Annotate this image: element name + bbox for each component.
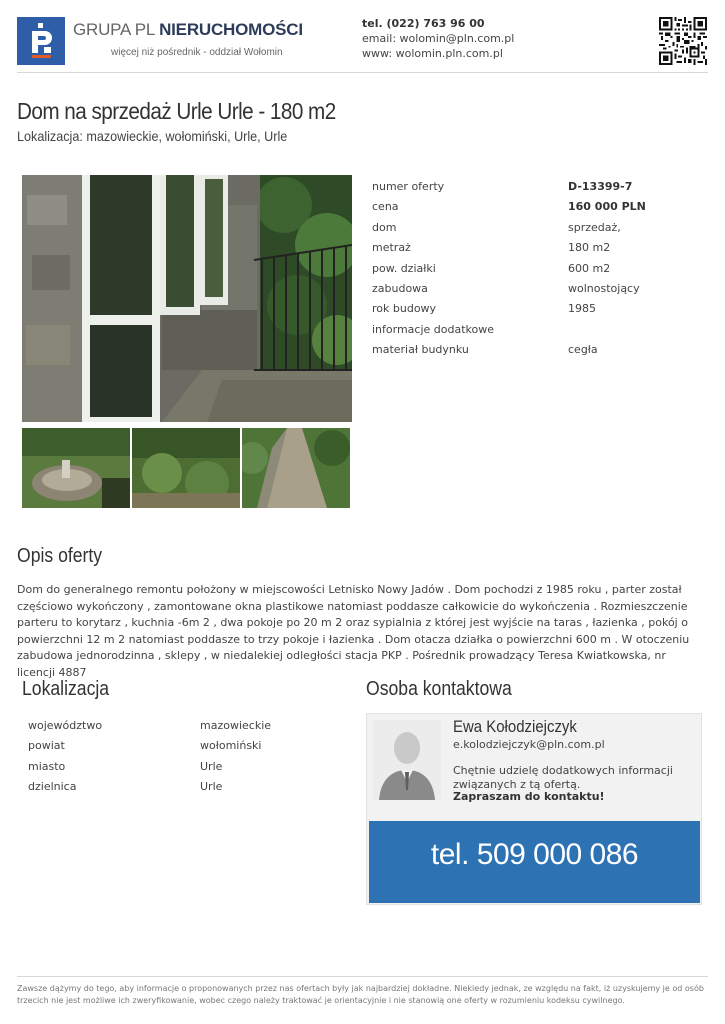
detail-row-area [372,238,712,258]
location-row-district [28,777,348,797]
location-row-voivodeship [28,716,348,736]
detail-value: wolnostojący [568,281,640,295]
detail-label: numer oferty [372,180,445,193]
agent-phone[interactable]: tel. 509 000 086 [430,838,639,871]
contact-heading: Osoba kontaktowa [366,678,512,700]
detail-row-type [372,218,712,238]
footer-disclaimer: Zawsze dążymy do tego, aby informacje o proponowanych przez nas ofertach były jak najbardziej dokładne. Niekiedy jednak, ze względu na fakt, iż uzyskujemy je od osób trzecich nie jest możliwe ich zweryfikowanie, wobec czego należy traktować je orientacyjnie i nie stanowią one oferty w rozumieniu kodeksu cywilnego. [17,984,704,1005]
location-row-city [28,757,348,777]
detail-row-additional-info [372,320,712,340]
detail-value: cegła [568,343,598,357]
detail-label: dom [372,220,397,234]
detail-label: metraż [372,241,411,255]
brand-name: GRUPA PL NIERUCHOMOŚCI [73,20,303,39]
detail-row-price [372,197,712,217]
detail-label: informacje dodatkowe [372,322,495,336]
detail-label: zabudowa [372,281,428,295]
detail-row-building-type [372,279,712,299]
detail-label: cena [372,200,399,214]
footer-divider [17,976,708,977]
agent-cta: Zapraszam do kontaktu! [453,790,605,803]
detail-label: materiał budynku [372,343,469,357]
description-heading: Opis oferty [17,545,103,567]
location-value: mazowieckie [200,719,272,732]
location-value: wołomiński [200,739,262,753]
header-divider [17,72,708,73]
detail-value: 600 m2 [568,261,611,275]
avatar [373,720,441,800]
detail-value: sprzedaż, [568,220,621,234]
office-contact [362,16,514,61]
detail-label: rok budowy [372,302,437,316]
office-email[interactable]: email: wolomin@pln.com.pl [362,32,515,45]
description-text: Dom do generalnego remontu położony w miejscowości Letnisko Nowy Jadów . Dom pochodzi z 1985 roku , parter został częściowo wykończony , zamontowane okna plastikowe natomiast poddasze całkowicie do wykończenia . Rozmieszczenie parteru to korytarz , kuchnia -6m 2 , dwa pokoje po 20 m 2 oraz sypialnia z której jest wyjście na taras , łazienka , pokój o powierzchni 12 m 2 natomiast poddasze to trzy pokoje i łazienka . Dom otacza działka o powierzchni 600 m . W otoczeniu zabudowa jednorodzinna , sklepy , w niedalekiej odległości stacja PKP . Pośrednik prowadzący Teresa Kwiatkowska, nr licencji 4887 [17,583,690,679]
offer-details [372,177,712,361]
location-label: miasto [28,759,66,773]
agent-name: Ewa Kołodziejczyk [453,717,577,736]
main-photo[interactable] [22,175,352,422]
location-heading: Lokalizacja [22,678,110,700]
listing-location: Lokalizacja: mazowieckie, wołomiński, Urle, Urle [17,128,288,144]
office-website[interactable]: www: wolomin.pln.com.pl [362,47,503,60]
detail-value: 180 m2 [568,241,611,255]
detail-row-plot-area [372,259,712,279]
detail-value: 1985 [568,302,596,316]
agent-email[interactable]: e.kolodziejczyk@pln.com.pl [453,738,605,751]
location-value: Urle [200,780,223,794]
location-value: Urle [200,759,223,773]
detail-label: pow. działki [372,261,436,275]
location-label: dzielnica [28,780,77,794]
location-row-county [28,736,348,756]
detail-row-year-built [372,299,712,319]
agent-note: Chętnie udzielę dodatkowych informacji związanych z tą ofertą. [453,764,673,791]
qr-code-icon [659,17,707,65]
location-label: powiat [28,739,65,753]
photo-thumbnail[interactable] [22,428,130,508]
detail-value: 160 000 PLN [568,200,646,214]
office-phone[interactable]: tel. (022) 763 96 00 [362,17,485,30]
detail-row-offer-number [372,177,712,197]
detail-value: D-13399-7 [568,180,633,193]
photo-thumbnail[interactable] [242,428,350,508]
detail-row-material [372,340,712,360]
brand-tagline: więcej niż pośrednik - oddział Wołomin [111,47,283,58]
photo-thumbnail[interactable] [132,428,240,508]
location-label: województwo [28,719,103,732]
brand-logo[interactable] [17,17,65,65]
logo-mark-icon [17,17,65,65]
location-table [28,716,348,798]
page-title: Dom na sprzedaż Urle Urle - 180 m2 [17,98,336,124]
